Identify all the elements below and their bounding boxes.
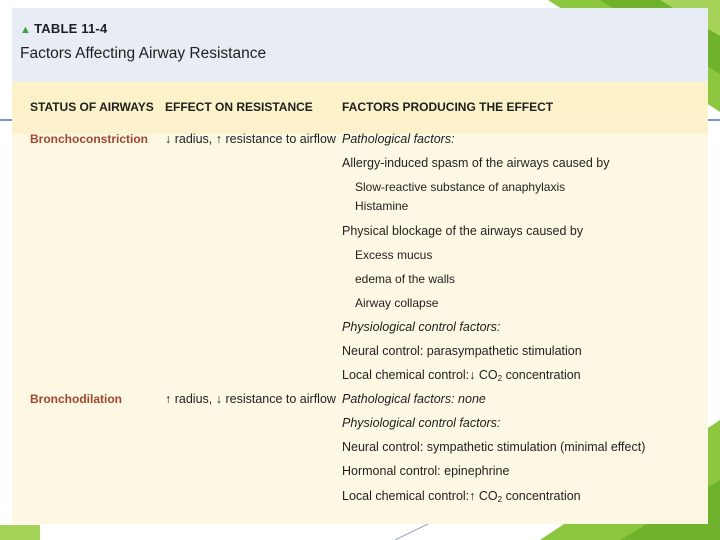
factor-line: Physiological control factors: bbox=[342, 320, 501, 334]
column-header-factors: FACTORS PRODUCING THE EFFECT bbox=[342, 100, 554, 114]
factor-line-chemical: Local chemical control:↑ $CO_2$ concentration bbox=[342, 489, 581, 504]
arrow-down-icon: ↓ bbox=[165, 132, 172, 146]
factor-line: Neural control: sympathetic stimulation (minimal effect) bbox=[342, 440, 646, 454]
arrow-up-icon: ↑ bbox=[165, 392, 172, 406]
row-effect-bronchodilation: ↑ radius, ↓ resistance to airflow bbox=[165, 392, 336, 406]
factor-line: Histamine bbox=[355, 199, 409, 213]
factor-line: Physiological control factors: bbox=[342, 416, 501, 430]
arrow-up-icon: ↑ bbox=[469, 489, 476, 503]
arrow-down-icon: ↓ bbox=[469, 368, 476, 382]
table-title: Factors Affecting Airway Resistance bbox=[20, 45, 267, 62]
row-status-bronchoconstriction: Bronchoconstriction bbox=[30, 132, 149, 146]
triangle-icon: ▲ bbox=[20, 24, 32, 36]
arrow-down-icon: ↓ bbox=[212, 392, 226, 406]
factor-line: Excess mucus bbox=[355, 248, 433, 262]
factor-line: Neural control: parasympathetic stimulation bbox=[342, 344, 582, 358]
row-status-bronchodilation: Bronchodilation bbox=[30, 392, 122, 406]
table-card bbox=[12, 8, 708, 524]
table-number: ▲ TABLE 11-4 bbox=[20, 21, 108, 36]
factor-line-chemical: Local chemical control:↓ $CO_2$ concentration bbox=[342, 368, 581, 383]
factor-line: Slow-reactive substance of anaphylaxis bbox=[355, 180, 566, 194]
factor-line: Airway collapse bbox=[355, 296, 439, 310]
factor-line: Hormonal control: epinephrine bbox=[342, 464, 510, 478]
arrow-up-icon: ↑ bbox=[212, 132, 226, 146]
factor-line: Pathological factors: none bbox=[342, 392, 486, 406]
factor-line: edema of the walls bbox=[355, 272, 456, 286]
table-title-panel bbox=[12, 8, 708, 82]
column-header-status: STATUS OF AIRWAYS bbox=[30, 100, 154, 114]
factor-line: Allergy-induced spasm of the airways caused by bbox=[342, 156, 610, 170]
row-effect-bronchoconstriction: ↓ radius, ↑ resistance to airflow bbox=[165, 132, 336, 146]
factor-line: Pathological factors: bbox=[342, 132, 455, 146]
column-header-effect: EFFECT ON RESISTANCE bbox=[165, 100, 313, 114]
factor-line: Physical blockage of the airways caused by bbox=[342, 224, 584, 238]
